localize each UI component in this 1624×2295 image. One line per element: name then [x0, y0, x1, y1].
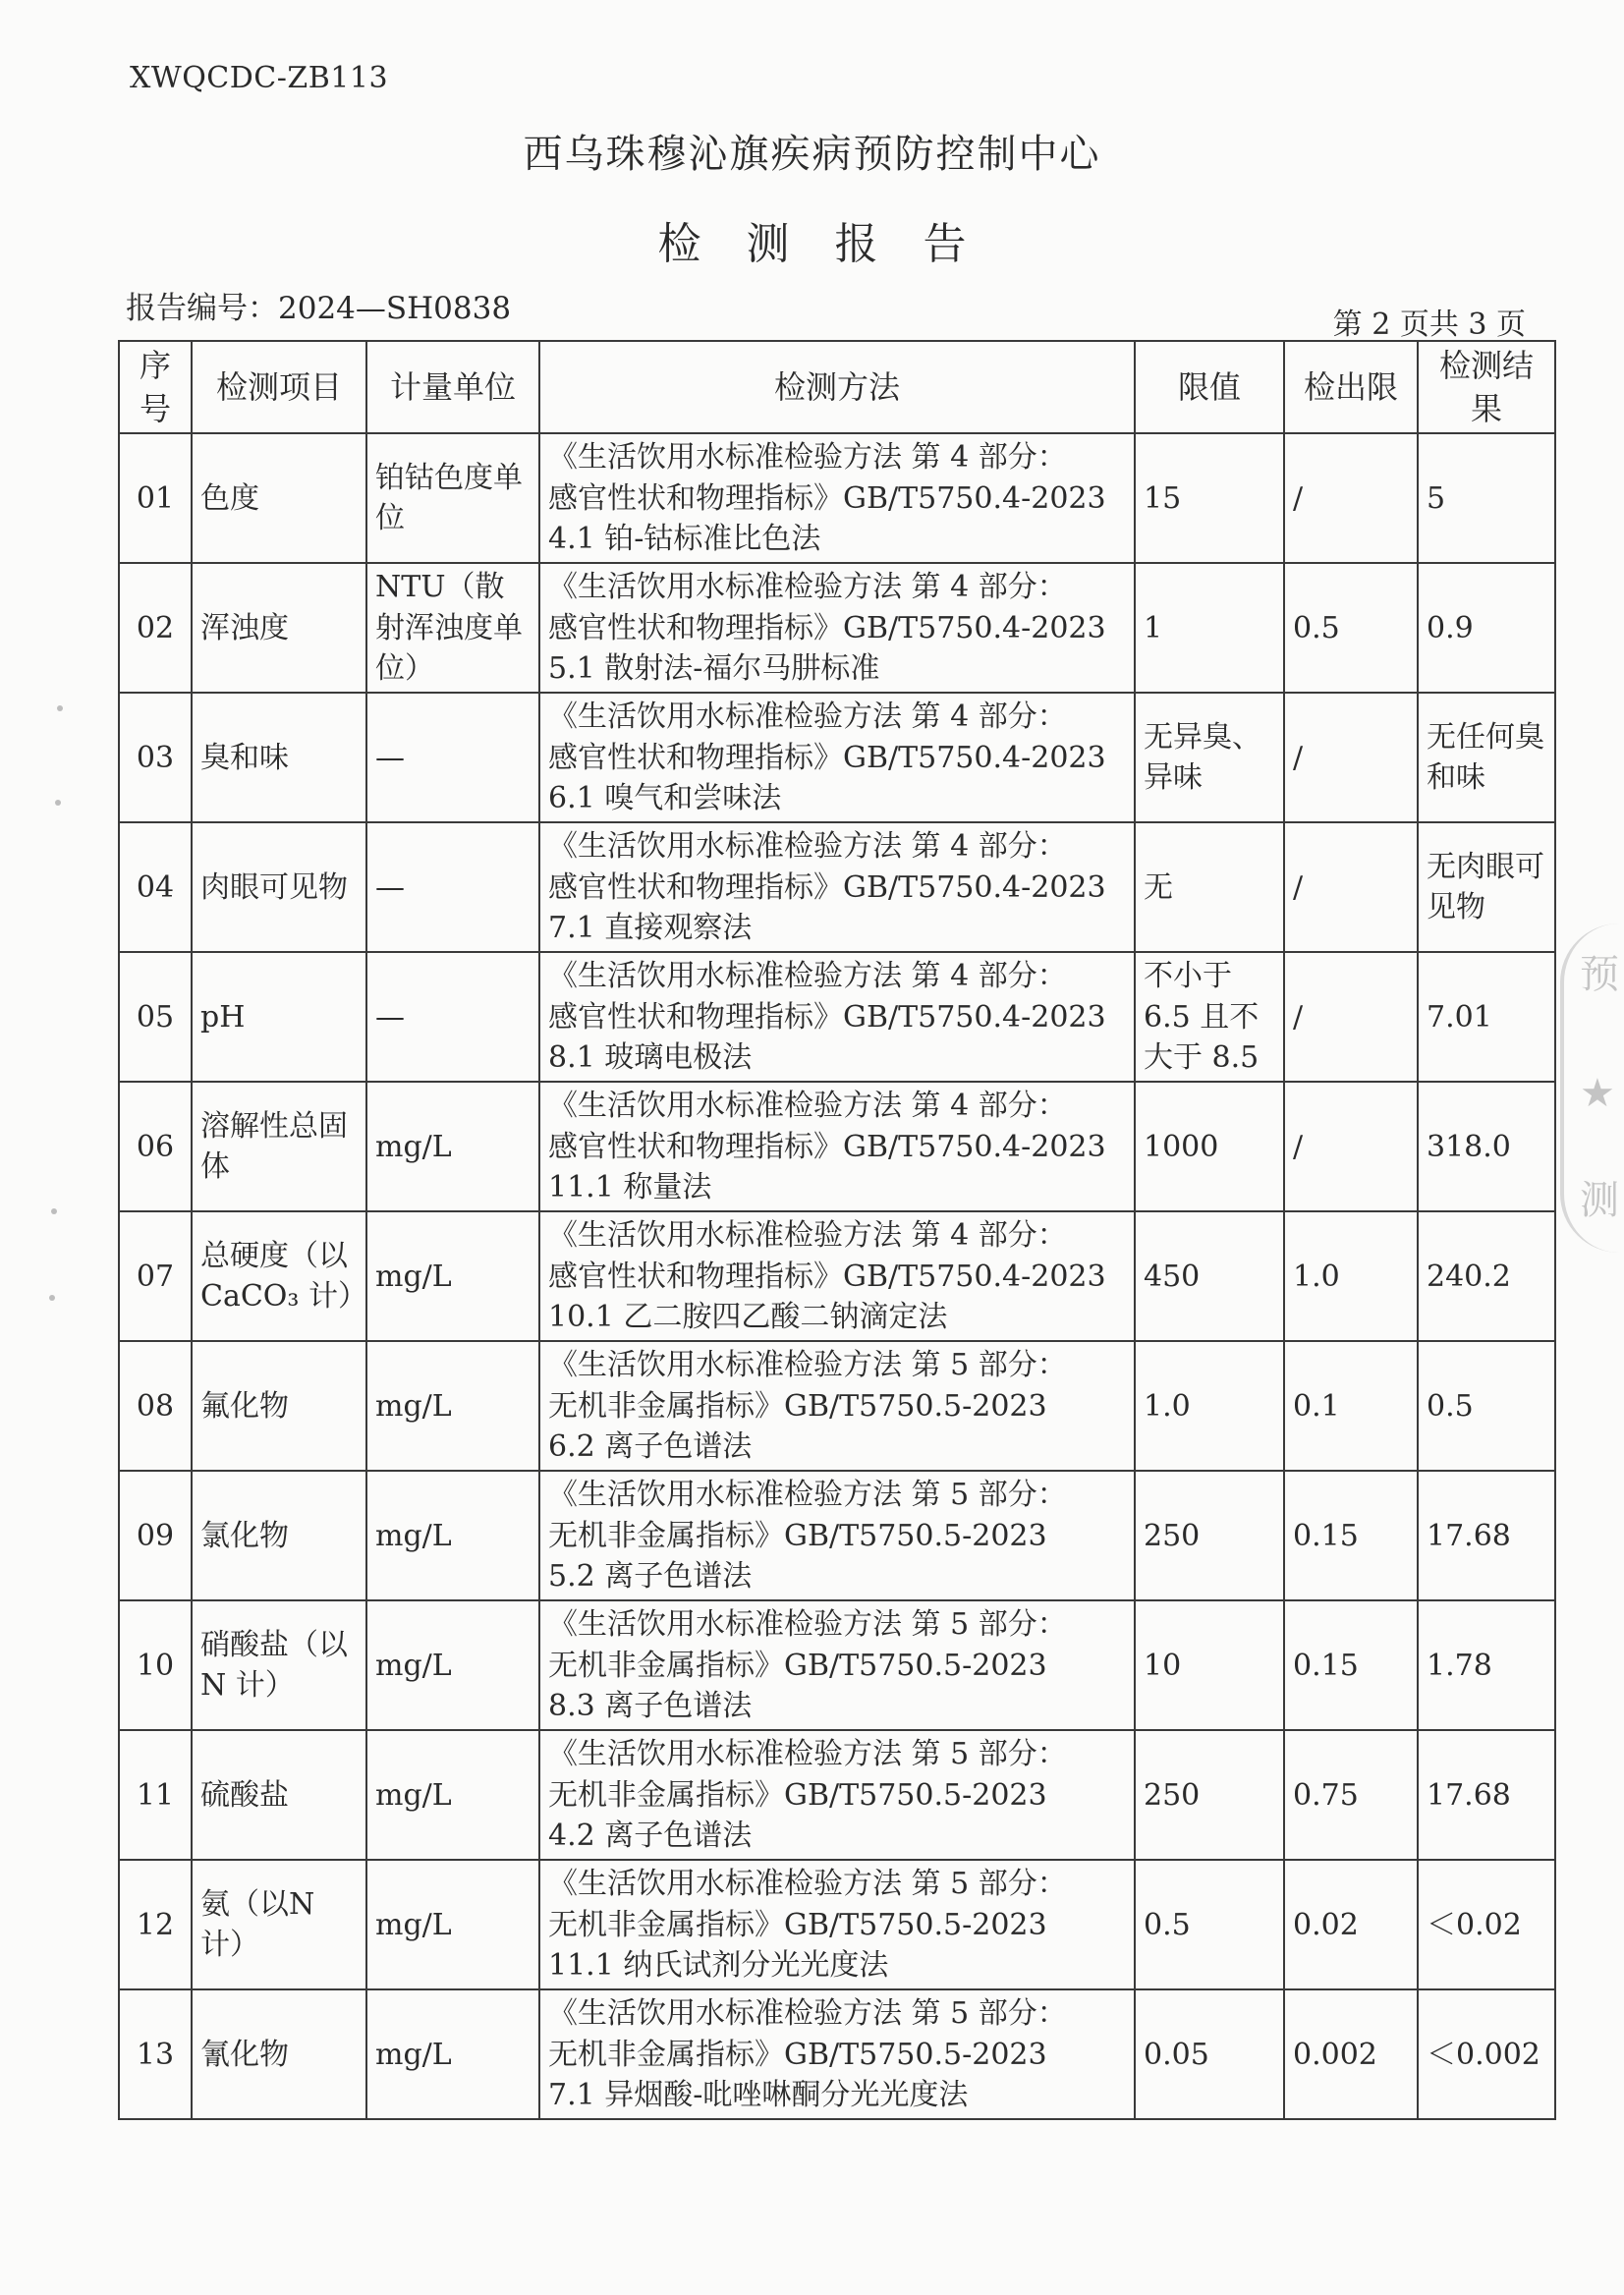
detection-limit: 0.75 [1284, 1730, 1418, 1860]
test-method [539, 1860, 1135, 1989]
test-result: 318.0 [1418, 1082, 1555, 1211]
organization-name: 西乌珠穆沁旗疾病预防控制中心 [523, 132, 1101, 177]
test-result: 1.78 [1418, 1600, 1555, 1730]
detection-limit: 1.0 [1284, 1211, 1418, 1341]
test-method [539, 1211, 1135, 1341]
limit-value: 0.5 [1135, 1860, 1284, 1989]
test-result: 0.5 [1418, 1341, 1555, 1471]
column-header-result: 检测结果 [1418, 341, 1555, 433]
method-line: 感官性状和物理指标》GB/T5750.4-2023 [548, 869, 1106, 905]
table-row [119, 1341, 1555, 1471]
column-header-limit: 限值 [1135, 341, 1284, 433]
method-line: 7.1 直接观察法 [548, 911, 753, 945]
row-number: 10 [119, 1600, 192, 1730]
method-line: 5.1 散射法-福尔马肼标准 [548, 651, 880, 686]
test-result: 无任何臭和味 [1418, 693, 1555, 822]
method-line: 《生活饮用水标准检验方法 第 4 部分： [548, 440, 1067, 476]
unit: mg/L [366, 1082, 539, 1211]
test-item: 肉眼可见物 [192, 822, 366, 952]
method-line: 无机非金属指标》GB/T5750.5-2023 [548, 2037, 1047, 2072]
method-line: 感官性状和物理指标》GB/T5750.4-2023 [548, 1129, 1106, 1164]
test-result: 0.9 [1418, 563, 1555, 693]
method-line: 11.1 称量法 [548, 1170, 712, 1204]
method-line: 感官性状和物理指标》GB/T5750.4-2023 [548, 999, 1106, 1035]
method-line: 《生活饮用水标准检验方法 第 5 部分： [548, 1867, 1067, 1902]
method-line: 8.3 离子色谱法 [548, 1689, 753, 1723]
method-line: 6.2 离子色谱法 [548, 1429, 753, 1464]
method-line: 10.1 乙二胺四乙酸二钠滴定法 [548, 1300, 948, 1334]
test-result: 7.01 [1418, 952, 1555, 1082]
method-line: 5.2 离子色谱法 [548, 1559, 753, 1594]
column-header-no: 序号 [119, 341, 192, 433]
test-item: 总硬度（以CaCO₃ 计） [192, 1211, 366, 1341]
limit-value: 无 [1135, 822, 1284, 952]
test-method [539, 1471, 1135, 1600]
column-header-item: 检测项目 [192, 341, 366, 433]
test-result: 5 [1418, 433, 1555, 563]
unit: — [366, 952, 539, 1082]
method-line: 无机非金属指标》GB/T5750.5-2023 [548, 1648, 1047, 1683]
detection-limit: / [1284, 952, 1418, 1082]
row-number: 03 [119, 693, 192, 822]
row-number: 07 [119, 1211, 192, 1341]
detection-limit: / [1284, 1082, 1418, 1211]
test-item: 氟化物 [192, 1341, 366, 1471]
table-row [119, 1730, 1555, 1860]
column-header-method: 检测方法 [539, 341, 1135, 433]
limit-value: 15 [1135, 433, 1284, 563]
detection-limit: 0.02 [1284, 1860, 1418, 1989]
limit-value: 10 [1135, 1600, 1284, 1730]
test-item: 氨（以N 计） [192, 1860, 366, 1989]
method-line: 11.1 纳氏试剂分光光度法 [548, 1948, 889, 1983]
table-row [119, 693, 1555, 822]
row-number: 04 [119, 822, 192, 952]
method-line: 无机非金属指标》GB/T5750.5-2023 [548, 1388, 1047, 1424]
method-line: 《生活饮用水标准检验方法 第 4 部分： [548, 570, 1067, 605]
row-number: 08 [119, 1341, 192, 1471]
method-line: 《生活饮用水标准检验方法 第 4 部分： [548, 700, 1067, 735]
test-item: 色度 [192, 433, 366, 563]
detection-limit: / [1284, 822, 1418, 952]
test-result: 240.2 [1418, 1211, 1555, 1341]
table-row [119, 563, 1555, 693]
table-row [119, 1989, 1555, 2119]
method-line: 《生活饮用水标准检验方法 第 5 部分： [548, 1996, 1067, 2032]
detection-limit: 0.15 [1284, 1600, 1418, 1730]
test-item: 硫酸盐 [192, 1730, 366, 1860]
test-method [539, 822, 1135, 952]
test-result: 17.68 [1418, 1730, 1555, 1860]
test-item: 浑浊度 [192, 563, 366, 693]
method-line: 《生活饮用水标准检验方法 第 5 部分： [548, 1737, 1067, 1772]
row-number: 12 [119, 1860, 192, 1989]
test-method [539, 433, 1135, 563]
table-row [119, 433, 1555, 563]
document-title: 检测报告 [657, 219, 1012, 269]
table-header-row [119, 341, 1555, 433]
row-number: 13 [119, 1989, 192, 2119]
limit-value: 1 [1135, 563, 1284, 693]
method-line: 感官性状和物理指标》GB/T5750.4-2023 [548, 1259, 1106, 1294]
limit-value: 1.0 [1135, 1341, 1284, 1471]
method-line: 7.1 异烟酸-吡唑啉酮分光光度法 [548, 2078, 969, 2112]
method-line: 4.1 铂-钴标准比色法 [548, 522, 821, 556]
detection-limit: 0.002 [1284, 1989, 1418, 2119]
column-header-unit: 计量单位 [366, 341, 539, 433]
table-row [119, 1211, 1555, 1341]
unit: mg/L [366, 1730, 539, 1860]
detection-limit: 0.15 [1284, 1471, 1418, 1600]
unit: mg/L [366, 1471, 539, 1600]
limit-value: 0.05 [1135, 1989, 1284, 2119]
test-result: 17.68 [1418, 1471, 1555, 1600]
test-method [539, 693, 1135, 822]
row-number: 06 [119, 1082, 192, 1211]
row-number: 01 [119, 433, 192, 563]
table-row [119, 822, 1555, 952]
page-indicator: 第 2 页共 3 页 [1332, 308, 1526, 342]
method-line: 感官性状和物理指标》GB/T5750.4-2023 [548, 480, 1106, 516]
limit-value: 无异臭、异味 [1135, 693, 1284, 822]
method-line: 《生活饮用水标准检验方法 第 5 部分： [548, 1607, 1067, 1643]
row-number: 02 [119, 563, 192, 693]
scan-speck [55, 800, 61, 806]
method-line: 无机非金属指标》GB/T5750.5-2023 [548, 1518, 1047, 1553]
method-line: 感官性状和物理指标》GB/T5750.4-2023 [548, 740, 1106, 775]
detection-limit: / [1284, 433, 1418, 563]
scan-speck [51, 1208, 57, 1214]
test-result: ＜0.02 [1418, 1860, 1555, 1989]
row-number: 11 [119, 1730, 192, 1860]
method-line: 8.1 玻璃电极法 [548, 1040, 753, 1075]
method-line: 《生活饮用水标准检验方法 第 4 部分： [548, 1218, 1067, 1254]
document-code: XWQCDC-ZB113 [130, 61, 389, 95]
row-number: 05 [119, 952, 192, 1082]
test-result: 无肉眼可见物 [1418, 822, 1555, 952]
scan-speck [49, 1295, 55, 1301]
unit: mg/L [366, 1341, 539, 1471]
detection-limit: / [1284, 693, 1418, 822]
test-method [539, 1730, 1135, 1860]
method-line: 《生活饮用水标准检验方法 第 5 部分： [548, 1478, 1067, 1513]
test-method [539, 1600, 1135, 1730]
test-item: pH [192, 952, 366, 1082]
test-method [539, 563, 1135, 693]
test-method [539, 1082, 1135, 1211]
test-method [539, 1989, 1135, 2119]
unit: mg/L [366, 1860, 539, 1989]
table-row [119, 952, 1555, 1082]
test-item: 臭和味 [192, 693, 366, 822]
results-table [118, 340, 1556, 2120]
test-item: 溶解性总固体 [192, 1082, 366, 1211]
method-line: 4.2 离子色谱法 [548, 1819, 753, 1853]
table-row [119, 1082, 1555, 1211]
detection-limit: 0.5 [1284, 563, 1418, 693]
report-number: 报告编号：2024—SH0838 [126, 291, 512, 326]
method-line: 无机非金属指标》GB/T5750.5-2023 [548, 1777, 1047, 1813]
method-line: 感官性状和物理指标》GB/T5750.4-2023 [548, 610, 1106, 645]
method-line: 《生活饮用水标准检验方法 第 4 部分： [548, 829, 1067, 865]
seal-stamp-partial: 预 ★ 测 [1560, 924, 1624, 1253]
method-line: 《生活饮用水标准检验方法 第 4 部分： [548, 959, 1067, 994]
method-line: 无机非金属指标》GB/T5750.5-2023 [548, 1907, 1047, 1942]
method-line: 《生活饮用水标准检验方法 第 4 部分： [548, 1089, 1067, 1124]
test-method [539, 1341, 1135, 1471]
test-result: ＜0.002 [1418, 1989, 1555, 2119]
limit-value: 1000 [1135, 1082, 1284, 1211]
method-line: 《生活饮用水标准检验方法 第 5 部分： [548, 1348, 1067, 1383]
row-number: 09 [119, 1471, 192, 1600]
table-row [119, 1860, 1555, 1989]
limit-value: 不小于 6.5 且不大于 8.5 [1135, 952, 1284, 1082]
unit: NTU（散射浑浊度单位） [366, 563, 539, 693]
test-item: 氯化物 [192, 1471, 366, 1600]
test-item: 硝酸盐（以N 计） [192, 1600, 366, 1730]
limit-value: 250 [1135, 1730, 1284, 1860]
scan-speck [57, 705, 63, 711]
unit: mg/L [366, 1211, 539, 1341]
limit-value: 250 [1135, 1471, 1284, 1600]
table-row [119, 1471, 1555, 1600]
column-header-detection-limit: 检出限 [1284, 341, 1418, 433]
unit: mg/L [366, 1989, 539, 2119]
unit: mg/L [366, 1600, 539, 1730]
unit: 铂钴色度单位 [366, 433, 539, 563]
unit: — [366, 822, 539, 952]
table-row [119, 1600, 1555, 1730]
unit: — [366, 693, 539, 822]
table-body [119, 433, 1555, 2119]
test-item: 氰化物 [192, 1989, 366, 2119]
detection-limit: 0.1 [1284, 1341, 1418, 1471]
method-line: 6.1 嗅气和尝味法 [548, 781, 782, 815]
limit-value: 450 [1135, 1211, 1284, 1341]
test-method [539, 952, 1135, 1082]
